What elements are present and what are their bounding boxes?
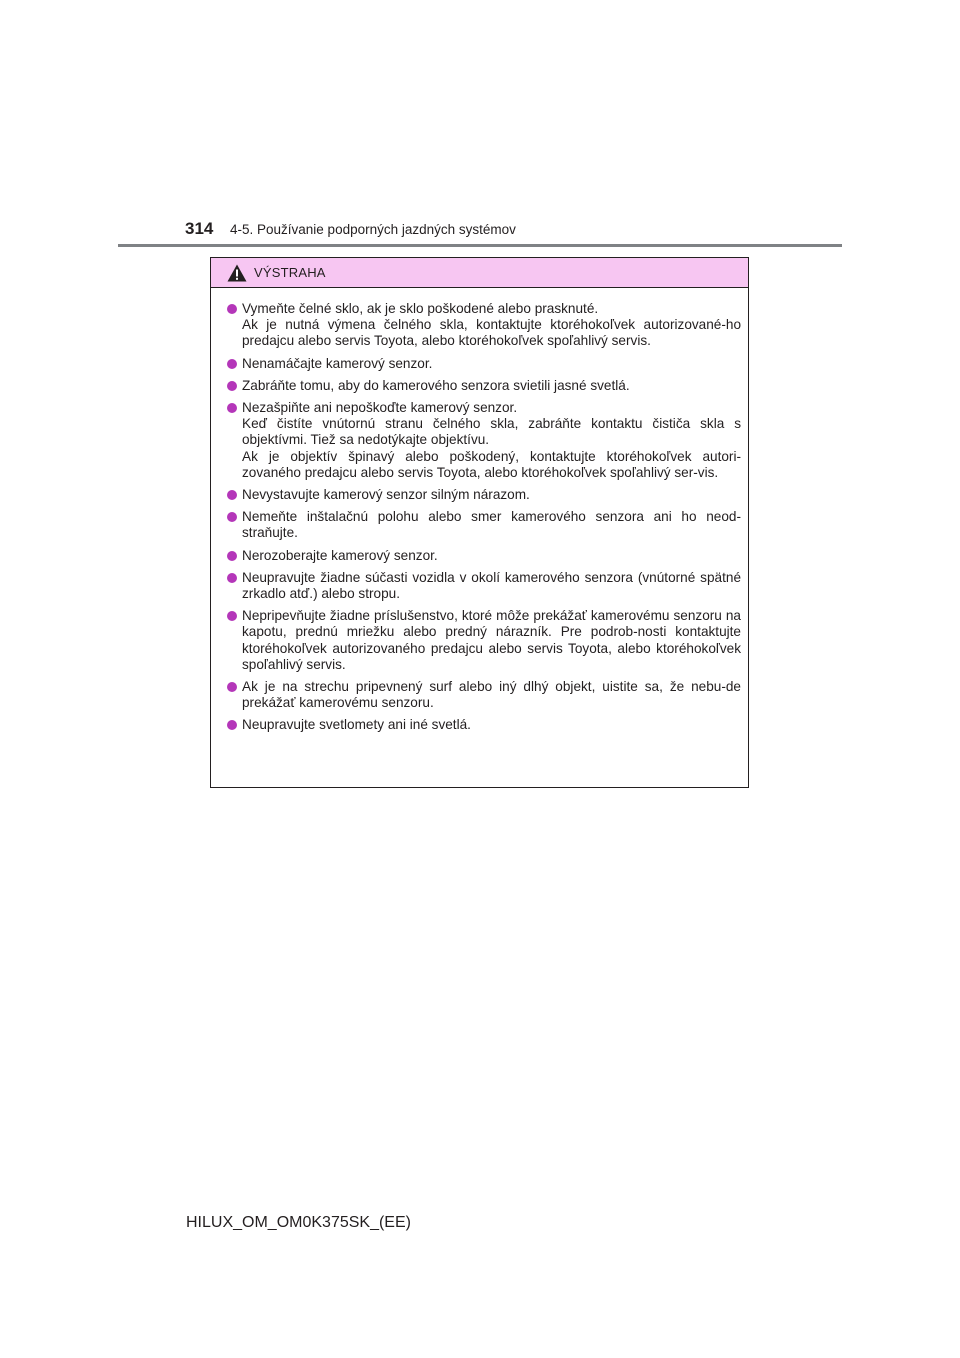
bullet-icon — [227, 551, 237, 561]
warning-title: VÝSTRAHA — [254, 265, 326, 280]
warning-list — [211, 288, 748, 734]
warning-item — [227, 548, 741, 564]
warning-item — [227, 356, 741, 372]
bullet-icon — [227, 381, 237, 391]
warning-box — [210, 257, 749, 788]
warning-item — [227, 487, 741, 503]
warning-item-line: Ak je na strechu pripevnený surf alebo iný dlhý objekt, uistite sa, že nebu-de prekážať kamerovému senzoru. — [242, 679, 741, 711]
warning-item — [227, 717, 741, 733]
footer-doc-code: HILUX_OM_OM0K375SK_(EE) — [186, 1214, 411, 1231]
warning-item-line: Neupravujte svetlomety ani iné svetlá. — [242, 717, 471, 733]
bullet-icon — [227, 403, 237, 413]
warning-item — [227, 679, 741, 711]
bullet-icon — [227, 490, 237, 500]
warning-item-line: Nemeňte inštalačnú polohu alebo smer kamerového senzora ani ho neod-straňujte. — [242, 509, 741, 541]
bullet-icon — [227, 720, 237, 730]
page-number: 314 — [185, 219, 214, 238]
warning-item — [227, 570, 741, 602]
bullet-icon — [227, 304, 237, 314]
warning-item — [227, 378, 741, 394]
bullet-icon — [227, 573, 237, 583]
warning-item-line: Nezašpiňte ani nepoškoďte kamerový senzor. — [242, 400, 518, 416]
warning-triangle-icon — [227, 264, 247, 282]
warning-item-body — [242, 487, 741, 503]
warning-item-line: Ak je objektív špinavý alebo poškodený, kontaktujte ktoréhokoľvek autori-zovaného predajcu alebo servis Toyota, alebo ktoréhokoľvek spoľahlivý ser-vis. — [242, 448, 741, 480]
warning-item-body — [242, 356, 741, 372]
warning-item — [227, 400, 741, 481]
section-title: 4-5. Používanie podporných jazdných systémov — [230, 222, 516, 237]
warning-item-line: Keď čistíte vnútornú stranu čelného skla, zabráňte kontaktu čističa skla s objektívmi. Tiež sa nedotýkajte objektívu. — [242, 416, 741, 448]
warning-item-line: Zabráňte tomu, aby do kamerového senzora svietili jasné svetlá. — [242, 377, 630, 393]
warning-item-line: Nerozoberajte kamerový senzor. — [242, 547, 438, 563]
warning-item-line: Nepripevňujte žiadne príslušenstvo, ktoré môže prekážať kamerovému senzoru na kapotu, prednú mriežku alebo predný nárazník. Pre podrob-nosti kontaktujte ktoréhokoľvek autorizovaného predajcu alebo servis Toyota, alebo ktoréhokoľvek spoľahlivý servis. — [242, 608, 741, 672]
warning-item-body — [242, 717, 741, 733]
warning-item-body — [242, 400, 741, 481]
warning-item-body — [242, 570, 741, 602]
warning-item-body — [242, 608, 741, 673]
warning-item-body — [242, 548, 741, 564]
warning-item-body — [242, 378, 741, 394]
warning-item-line: Nenamáčajte kamerový senzor. — [242, 355, 433, 371]
bullet-icon — [227, 611, 237, 621]
warning-item-line: Neupravujte žiadne súčasti vozidla v okolí kamerového senzora (vnútorné spätné zrkadlo atď.) alebo stropu. — [242, 569, 741, 602]
warning-item-line: Nevystavujte kamerový senzor silným nárazom. — [242, 487, 530, 503]
warning-item-line: Ak je nutná výmena čelného skla, kontaktujte ktoréhokoľvek autorizované-ho predajcu alebo servis Toyota, alebo ktoréhokoľvek spoľahlivý servis. — [242, 317, 741, 349]
warning-item-body — [242, 301, 741, 350]
warning-header — [211, 258, 748, 288]
warning-item-line: Vymeňte čelné sklo, ak je sklo poškodené alebo prasknuté. — [242, 301, 599, 316]
warning-item-body — [242, 509, 741, 541]
warning-item — [227, 301, 741, 350]
bullet-icon — [227, 512, 237, 522]
bullet-icon — [227, 359, 237, 369]
bullet-icon — [227, 682, 237, 692]
warning-item-body — [242, 679, 741, 711]
warning-item — [227, 509, 741, 541]
warning-item — [227, 608, 741, 673]
header-rule — [118, 244, 842, 247]
